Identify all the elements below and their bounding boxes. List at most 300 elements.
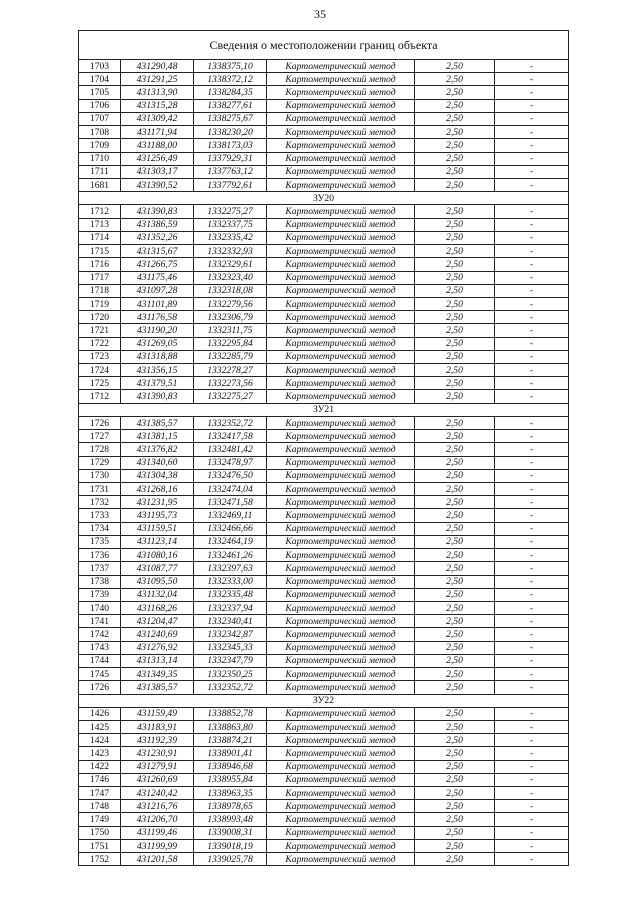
- accuracy: 2,50: [415, 747, 495, 760]
- x-coordinate: 431268,16: [121, 483, 194, 496]
- table-row: [79, 562, 569, 575]
- y-coordinate: 1338372,12: [194, 73, 267, 86]
- point-number: 1749: [79, 813, 121, 826]
- x-coordinate: 431381,15: [121, 430, 194, 443]
- accuracy: 2,50: [415, 562, 495, 575]
- y-coordinate: 1332350,25: [194, 668, 267, 681]
- x-coordinate: 431385,57: [121, 681, 194, 694]
- method: Картометрический метод: [267, 112, 415, 125]
- x-coordinate: 431132,04: [121, 588, 194, 601]
- accuracy: 2,50: [415, 284, 495, 297]
- method: Картометрический метод: [267, 205, 415, 218]
- y-coordinate: 1338173,03: [194, 139, 267, 152]
- accuracy: 2,50: [415, 813, 495, 826]
- method: Картометрический метод: [267, 747, 415, 760]
- table-title-row: [79, 31, 569, 60]
- x-coordinate: 431315,67: [121, 245, 194, 258]
- description: -: [495, 284, 569, 297]
- accuracy: 2,50: [415, 654, 495, 667]
- point-number: 1738: [79, 575, 121, 588]
- y-coordinate: 1332347,79: [194, 654, 267, 667]
- point-number: 1747: [79, 787, 121, 800]
- point-number: 1426: [79, 707, 121, 720]
- description: -: [495, 522, 569, 535]
- method: Картометрический метод: [267, 615, 415, 628]
- table-row: [79, 509, 569, 522]
- description: -: [495, 588, 569, 601]
- table-row: [79, 615, 569, 628]
- point-number: 1713: [79, 218, 121, 231]
- y-coordinate: 1338874,21: [194, 734, 267, 747]
- accuracy: 2,50: [415, 178, 495, 191]
- y-coordinate: 1338230,20: [194, 126, 267, 139]
- method: Картометрический метод: [267, 297, 415, 310]
- accuracy: 2,50: [415, 734, 495, 747]
- y-coordinate: 1332337,94: [194, 601, 267, 614]
- method: Картометрический метод: [267, 218, 415, 231]
- y-coordinate: 1332306,79: [194, 311, 267, 324]
- method: Картометрический метод: [267, 443, 415, 456]
- accuracy: 2,50: [415, 73, 495, 86]
- x-coordinate: 431206,70: [121, 813, 194, 826]
- y-coordinate: 1338277,61: [194, 99, 267, 112]
- description: -: [495, 839, 569, 852]
- method: Картометрический метод: [267, 853, 415, 866]
- x-coordinate: 431313,14: [121, 654, 194, 667]
- method: Картометрический метод: [267, 575, 415, 588]
- accuracy: 2,50: [415, 615, 495, 628]
- method: Картометрический метод: [267, 99, 415, 112]
- table-row: [79, 86, 569, 99]
- table-row: [79, 324, 569, 337]
- method: Картометрический метод: [267, 787, 415, 800]
- method: Картометрический метод: [267, 324, 415, 337]
- point-number: 1746: [79, 773, 121, 786]
- description: -: [495, 469, 569, 482]
- x-coordinate: 431385,57: [121, 416, 194, 429]
- point-number: 1707: [79, 112, 121, 125]
- description: -: [495, 681, 569, 694]
- description: -: [495, 707, 569, 720]
- point-number: 1718: [79, 284, 121, 297]
- x-coordinate: 431266,75: [121, 258, 194, 271]
- table-row: [79, 787, 569, 800]
- accuracy: 2,50: [415, 430, 495, 443]
- y-coordinate: 1332278,27: [194, 364, 267, 377]
- x-coordinate: 431123,14: [121, 535, 194, 548]
- x-coordinate: 431195,73: [121, 509, 194, 522]
- accuracy: 2,50: [415, 469, 495, 482]
- accuracy: 2,50: [415, 601, 495, 614]
- accuracy: 2,50: [415, 126, 495, 139]
- point-number: 1730: [79, 469, 121, 482]
- x-coordinate: 431159,51: [121, 522, 194, 535]
- accuracy: 2,50: [415, 707, 495, 720]
- description: -: [495, 165, 569, 178]
- description: -: [495, 720, 569, 733]
- y-coordinate: 1339008,31: [194, 826, 267, 839]
- method: Картометрический метод: [267, 496, 415, 509]
- point-number: 1726: [79, 416, 121, 429]
- y-coordinate: 1339018,19: [194, 839, 267, 852]
- description: -: [495, 337, 569, 350]
- method: Картометрический метод: [267, 773, 415, 786]
- table-row: [79, 112, 569, 125]
- method: Картометрический метод: [267, 813, 415, 826]
- point-number: 1729: [79, 456, 121, 469]
- point-number: 1736: [79, 549, 121, 562]
- table-row: [79, 139, 569, 152]
- accuracy: 2,50: [415, 668, 495, 681]
- table-row: [79, 575, 569, 588]
- y-coordinate: 1337763,12: [194, 165, 267, 178]
- method: Картометрический метод: [267, 549, 415, 562]
- y-coordinate: 1338901,41: [194, 747, 267, 760]
- point-number: 1705: [79, 86, 121, 99]
- point-number: 1425: [79, 720, 121, 733]
- point-number: 1751: [79, 839, 121, 852]
- accuracy: 2,50: [415, 826, 495, 839]
- table-row: [79, 99, 569, 112]
- description: -: [495, 311, 569, 324]
- accuracy: 2,50: [415, 377, 495, 390]
- description: -: [495, 139, 569, 152]
- description: -: [495, 218, 569, 231]
- table-row: [79, 337, 569, 350]
- description: -: [495, 205, 569, 218]
- accuracy: 2,50: [415, 509, 495, 522]
- table-row: [79, 549, 569, 562]
- x-coordinate: 431269,05: [121, 337, 194, 350]
- table-row: [79, 853, 569, 866]
- x-coordinate: 431291,25: [121, 73, 194, 86]
- description: -: [495, 350, 569, 363]
- x-coordinate: 431176,58: [121, 311, 194, 324]
- accuracy: 2,50: [415, 800, 495, 813]
- description: -: [495, 654, 569, 667]
- table-title: Сведения о местоположении границ объекта: [79, 31, 569, 60]
- x-coordinate: 431390,83: [121, 205, 194, 218]
- description: -: [495, 99, 569, 112]
- description: -: [495, 601, 569, 614]
- x-coordinate: 431216,76: [121, 800, 194, 813]
- method: Картометрический метод: [267, 535, 415, 548]
- point-number: 1715: [79, 245, 121, 258]
- accuracy: 2,50: [415, 575, 495, 588]
- table-row: [79, 377, 569, 390]
- accuracy: 2,50: [415, 522, 495, 535]
- point-number: 1712: [79, 390, 121, 403]
- accuracy: 2,50: [415, 628, 495, 641]
- section-label: ЗУ21: [79, 403, 569, 416]
- accuracy: 2,50: [415, 139, 495, 152]
- description: -: [495, 549, 569, 562]
- y-coordinate: 1332342,87: [194, 628, 267, 641]
- x-coordinate: 431313,90: [121, 86, 194, 99]
- y-coordinate: 1332417,58: [194, 430, 267, 443]
- table-row: [79, 641, 569, 654]
- point-number: 1723: [79, 350, 121, 363]
- table-row: [79, 390, 569, 403]
- point-number: 1709: [79, 139, 121, 152]
- point-number: 1717: [79, 271, 121, 284]
- x-coordinate: 431230,91: [121, 747, 194, 760]
- x-coordinate: 431171,94: [121, 126, 194, 139]
- x-coordinate: 431279,91: [121, 760, 194, 773]
- y-coordinate: 1332335,42: [194, 231, 267, 244]
- x-coordinate: 431390,52: [121, 178, 194, 191]
- description: -: [495, 575, 569, 588]
- point-number: 1704: [79, 73, 121, 86]
- section-row: [79, 192, 569, 205]
- method: Картометрический метод: [267, 271, 415, 284]
- x-coordinate: 431260,69: [121, 773, 194, 786]
- table-row: [79, 311, 569, 324]
- accuracy: 2,50: [415, 86, 495, 99]
- y-coordinate: 1332285,79: [194, 350, 267, 363]
- point-number: 1706: [79, 99, 121, 112]
- x-coordinate: 431159,49: [121, 707, 194, 720]
- x-coordinate: 431199,99: [121, 839, 194, 852]
- point-number: 1732: [79, 496, 121, 509]
- description: -: [495, 826, 569, 839]
- y-coordinate: 1332295,84: [194, 337, 267, 350]
- x-coordinate: 431095,50: [121, 575, 194, 588]
- point-number: 1422: [79, 760, 121, 773]
- method: Картометрический метод: [267, 641, 415, 654]
- method: Картометрический метод: [267, 430, 415, 443]
- method: Картометрический метод: [267, 416, 415, 429]
- description: -: [495, 86, 569, 99]
- point-number: 1720: [79, 311, 121, 324]
- description: -: [495, 535, 569, 548]
- y-coordinate: 1332397,63: [194, 562, 267, 575]
- description: -: [495, 73, 569, 86]
- x-coordinate: 431340,60: [121, 456, 194, 469]
- point-number: 1716: [79, 258, 121, 271]
- accuracy: 2,50: [415, 443, 495, 456]
- y-coordinate: 1338978,65: [194, 800, 267, 813]
- point-number: 1748: [79, 800, 121, 813]
- point-number: 1728: [79, 443, 121, 456]
- y-coordinate: 1338275,67: [194, 112, 267, 125]
- description: -: [495, 443, 569, 456]
- description: -: [495, 377, 569, 390]
- description: -: [495, 773, 569, 786]
- point-number: 1750: [79, 826, 121, 839]
- description: -: [495, 615, 569, 628]
- x-coordinate: 431199,46: [121, 826, 194, 839]
- point-number: 1727: [79, 430, 121, 443]
- x-coordinate: 431352,26: [121, 231, 194, 244]
- description: -: [495, 324, 569, 337]
- y-coordinate: 1332464,19: [194, 535, 267, 548]
- y-coordinate: 1332461,26: [194, 549, 267, 562]
- description: -: [495, 800, 569, 813]
- method: Картометрический метод: [267, 284, 415, 297]
- point-number: 1708: [79, 126, 121, 139]
- table-row: [79, 60, 569, 73]
- method: Картометрический метод: [267, 178, 415, 191]
- point-number: 1722: [79, 337, 121, 350]
- x-coordinate: 431190,20: [121, 324, 194, 337]
- y-coordinate: 1332323,40: [194, 271, 267, 284]
- accuracy: 2,50: [415, 205, 495, 218]
- description: -: [495, 853, 569, 866]
- table-row: [79, 588, 569, 601]
- x-coordinate: 431303,17: [121, 165, 194, 178]
- y-coordinate: 1337792,61: [194, 178, 267, 191]
- method: Картометрический метод: [267, 456, 415, 469]
- method: Картометрический метод: [267, 73, 415, 86]
- description: -: [495, 483, 569, 496]
- accuracy: 2,50: [415, 60, 495, 73]
- section-row: [79, 694, 569, 707]
- x-coordinate: 431390,83: [121, 390, 194, 403]
- method: Картометрический метод: [267, 86, 415, 99]
- y-coordinate: 1338993,48: [194, 813, 267, 826]
- point-number: 1714: [79, 231, 121, 244]
- section-label: ЗУ20: [79, 192, 569, 205]
- y-coordinate: 1332476,50: [194, 469, 267, 482]
- y-coordinate: 1332481,42: [194, 443, 267, 456]
- table-row: [79, 178, 569, 191]
- accuracy: 2,50: [415, 337, 495, 350]
- table-row: [79, 707, 569, 720]
- point-number: 1734: [79, 522, 121, 535]
- y-coordinate: 1332478,97: [194, 456, 267, 469]
- point-number: 1726: [79, 681, 121, 694]
- description: -: [495, 509, 569, 522]
- point-number: 1742: [79, 628, 121, 641]
- method: Картометрический метод: [267, 258, 415, 271]
- y-coordinate: 1332332,93: [194, 245, 267, 258]
- description: -: [495, 231, 569, 244]
- description: -: [495, 245, 569, 258]
- description: -: [495, 416, 569, 429]
- description: -: [495, 668, 569, 681]
- table-row: [79, 496, 569, 509]
- table-row: [79, 522, 569, 535]
- y-coordinate: 1332340,41: [194, 615, 267, 628]
- y-coordinate: 1332474,04: [194, 483, 267, 496]
- x-coordinate: 431188,00: [121, 139, 194, 152]
- y-coordinate: 1332471,58: [194, 496, 267, 509]
- description: -: [495, 496, 569, 509]
- description: -: [495, 258, 569, 271]
- point-number: 1741: [79, 615, 121, 628]
- x-coordinate: 431168,26: [121, 601, 194, 614]
- point-number: 1423: [79, 747, 121, 760]
- accuracy: 2,50: [415, 231, 495, 244]
- section-label: ЗУ22: [79, 694, 569, 707]
- table-row: [79, 284, 569, 297]
- description: -: [495, 787, 569, 800]
- x-coordinate: 431318,88: [121, 350, 194, 363]
- method: Картометрический метод: [267, 601, 415, 614]
- y-coordinate: 1332469,11: [194, 509, 267, 522]
- description: -: [495, 430, 569, 443]
- y-coordinate: 1338852,78: [194, 707, 267, 720]
- point-number: 1745: [79, 668, 121, 681]
- method: Картометрический метод: [267, 139, 415, 152]
- table-row: [79, 245, 569, 258]
- accuracy: 2,50: [415, 641, 495, 654]
- point-number: 1740: [79, 601, 121, 614]
- description: -: [495, 297, 569, 310]
- y-coordinate: 1332273,56: [194, 377, 267, 390]
- y-coordinate: 1332275,27: [194, 205, 267, 218]
- y-coordinate: 1332352,72: [194, 681, 267, 694]
- x-coordinate: 431080,16: [121, 549, 194, 562]
- table-row: [79, 271, 569, 284]
- table-row: [79, 760, 569, 773]
- point-number: 1712: [79, 205, 121, 218]
- y-coordinate: 1332279,56: [194, 297, 267, 310]
- y-coordinate: 1338375,10: [194, 60, 267, 73]
- accuracy: 2,50: [415, 773, 495, 786]
- point-number: 1731: [79, 483, 121, 496]
- table-row: [79, 443, 569, 456]
- y-coordinate: 1338284,35: [194, 86, 267, 99]
- method: Картометрический метод: [267, 311, 415, 324]
- accuracy: 2,50: [415, 416, 495, 429]
- description: -: [495, 60, 569, 73]
- description: -: [495, 390, 569, 403]
- table-row: [79, 258, 569, 271]
- description: -: [495, 760, 569, 773]
- accuracy: 2,50: [415, 390, 495, 403]
- method: Картометрический метод: [267, 800, 415, 813]
- table-row: [79, 747, 569, 760]
- method: Картометрический метод: [267, 60, 415, 73]
- accuracy: 2,50: [415, 350, 495, 363]
- method: Картометрический метод: [267, 720, 415, 733]
- y-coordinate: 1332318,08: [194, 284, 267, 297]
- x-coordinate: 431315,28: [121, 99, 194, 112]
- table-row: [79, 350, 569, 363]
- x-coordinate: 431376,82: [121, 443, 194, 456]
- method: Картометрический метод: [267, 522, 415, 535]
- x-coordinate: 431175,46: [121, 271, 194, 284]
- method: Картометрический метод: [267, 364, 415, 377]
- y-coordinate: 1338963,35: [194, 787, 267, 800]
- x-coordinate: 431276,92: [121, 641, 194, 654]
- accuracy: 2,50: [415, 165, 495, 178]
- accuracy: 2,50: [415, 245, 495, 258]
- method: Картометрический метод: [267, 654, 415, 667]
- table-row: [79, 469, 569, 482]
- method: Картометрический метод: [267, 483, 415, 496]
- page-number: 35: [314, 7, 326, 21]
- table-row: [79, 839, 569, 852]
- accuracy: 2,50: [415, 258, 495, 271]
- accuracy: 2,50: [415, 535, 495, 548]
- accuracy: 2,50: [415, 787, 495, 800]
- x-coordinate: 431240,42: [121, 787, 194, 800]
- y-coordinate: 1332335,48: [194, 588, 267, 601]
- boundary-table-body: [79, 31, 569, 866]
- method: Картометрический метод: [267, 628, 415, 641]
- accuracy: 2,50: [415, 549, 495, 562]
- method: Картометрический метод: [267, 681, 415, 694]
- accuracy: 2,50: [415, 588, 495, 601]
- description: -: [495, 747, 569, 760]
- method: Картометрический метод: [267, 350, 415, 363]
- table-row: [79, 165, 569, 178]
- accuracy: 2,50: [415, 496, 495, 509]
- x-coordinate: 431183,91: [121, 720, 194, 733]
